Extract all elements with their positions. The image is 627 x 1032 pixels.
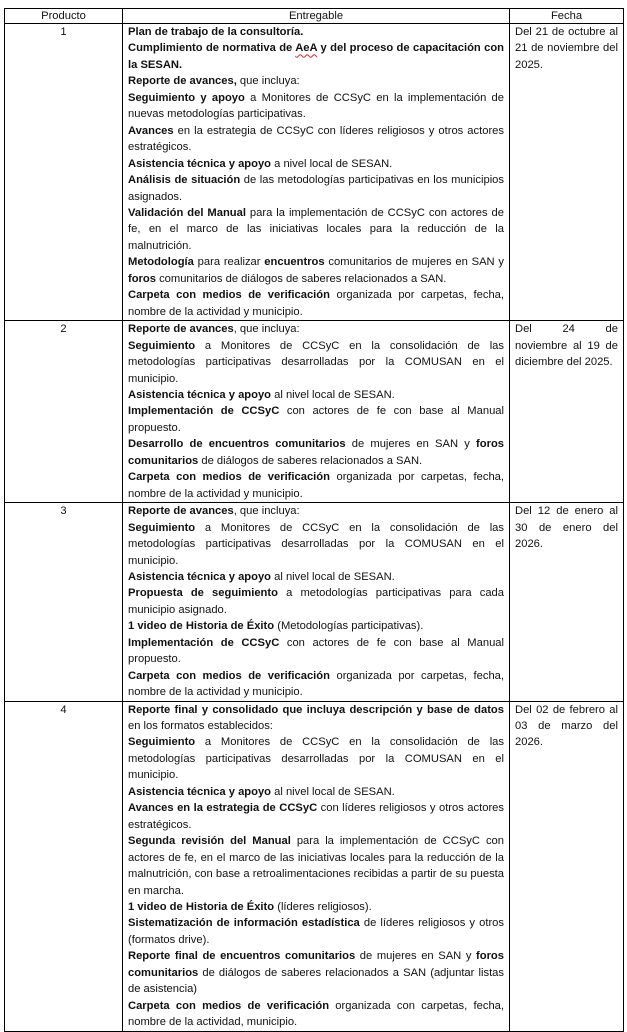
table-row bbox=[5, 503, 624, 701]
item-bold: Reporte de avances, bbox=[128, 75, 237, 88]
item-bold: foros comunitarios bbox=[128, 438, 504, 467]
item-bold: foros comunitarios bbox=[128, 950, 504, 979]
deliverable-cell bbox=[123, 24, 510, 321]
item-text: de mujeres en SAN y bbox=[345, 438, 477, 451]
item-text: comunitarios de diálogos de saberes relacionados a SAN. bbox=[155, 272, 447, 285]
deliverable-item bbox=[128, 998, 504, 1031]
spellcheck-word[interactable]: AeA bbox=[295, 42, 318, 55]
item-bold: Avances en la estrategia de CCSyC bbox=[128, 802, 318, 815]
item-bold: Asistencia técnica y apoyo bbox=[128, 785, 272, 798]
item-text: al nivel local de SESAN. bbox=[271, 570, 395, 583]
deliverable-item bbox=[128, 338, 504, 387]
item-text: organizada por carpetas, fecha, nombre de la actividad y municipio. bbox=[128, 289, 504, 318]
item-bold bbox=[128, 42, 504, 70]
date-range: Del 24 de noviembre al 19 de diciembre del 2025. bbox=[510, 321, 624, 503]
item-bold: Asistencia técnica y apoyo bbox=[128, 570, 272, 583]
product-number: 1 bbox=[5, 24, 123, 321]
item-text: comunitarios de mujeres en SAN y bbox=[324, 256, 504, 269]
item-bold: Reporte de avances bbox=[128, 505, 234, 518]
deliverable-item bbox=[128, 520, 504, 569]
deliverable-item bbox=[128, 618, 504, 634]
item-bold: Análisis de situación bbox=[128, 174, 241, 187]
item-text: en los formatos establecidos: bbox=[128, 720, 273, 733]
item-text: al nivel local de SESAN. bbox=[271, 785, 395, 798]
deliverable-item bbox=[128, 403, 504, 436]
item-bold: Avances bbox=[128, 124, 174, 137]
item-bold: Metodología bbox=[128, 256, 194, 269]
item-bold: Carpeta con medios de verificación bbox=[128, 999, 330, 1012]
date-range: Del 12 de enero al 30 de enero del 2026. bbox=[510, 503, 624, 701]
item-bold: Carpeta con medios de verificación bbox=[128, 669, 330, 682]
deliverable-item bbox=[128, 800, 504, 833]
item-bold: foros bbox=[128, 272, 156, 285]
item-bold: Seguimiento bbox=[128, 521, 196, 534]
item-text: a Monitores de CCSyC en la implementación de nuevas metodologías participativas. bbox=[128, 91, 504, 121]
deliverable-item bbox=[128, 321, 504, 337]
item-text: con actores de fe con base al Manual propuesto. bbox=[128, 405, 504, 434]
deliverable-item bbox=[128, 585, 504, 618]
deliverable-item bbox=[128, 90, 504, 123]
item-text: a nivel local de SESAN. bbox=[271, 157, 393, 170]
deliverable-item bbox=[128, 40, 504, 73]
deliverable-item bbox=[128, 833, 504, 899]
deliverable-item bbox=[128, 635, 504, 668]
product-number: 2 bbox=[5, 321, 123, 503]
item-text: a Monitores de CCSyC en la consolidación de las metodologías participativas desarrolladas por la COMUSAN en el municipio. bbox=[128, 339, 504, 385]
item-bold: Plan de trabajo de la consultoría. bbox=[128, 26, 304, 38]
deliverable-item bbox=[128, 436, 504, 469]
deliverable-item bbox=[128, 948, 504, 997]
item-bold: Reporte final y consolidado que incluya descripción y base de datos bbox=[128, 703, 504, 716]
item-text: a Monitores de CCSyC en la consolidación de las metodologías participativas desarrolladas por la COMUSAN en el municipio. bbox=[128, 736, 504, 782]
item-bold: Implementación de CCSyC bbox=[128, 636, 280, 649]
item-text: , que incluya: bbox=[233, 323, 300, 336]
item-bold: Reporte final de encuentros comunitarios bbox=[128, 950, 356, 963]
item-bold: Sistematización de información estadística bbox=[128, 917, 360, 930]
item-text: a metodologías participativas para cada municipio asignado. bbox=[128, 587, 505, 616]
item-text: organizada por carpetas, fecha, nombre de la actividad y municipio. bbox=[128, 471, 504, 500]
deliverable-item bbox=[128, 469, 504, 502]
item-text: con actores de fe con base al Manual propuesto. bbox=[128, 636, 504, 666]
item-bold-part: Cumplimiento de normativa de bbox=[128, 42, 296, 55]
item-bold-part: y del proceso de capacitación con la SESAN. bbox=[128, 42, 505, 71]
item-text: con líderes religiosos y otros actores estratégicos. bbox=[128, 802, 504, 831]
deliverable-item bbox=[128, 172, 504, 205]
item-text: a Monitores de CCSyC en la consolidación de las metodologías participativas desarrolladas por la COMUSAN en el municipio. bbox=[128, 521, 504, 567]
table-row bbox=[5, 24, 624, 321]
deliverable-cell bbox=[123, 701, 510, 1031]
item-bold: 1 video de Historia de Éxito bbox=[128, 620, 275, 633]
item-bold: Carpeta con medios de verificación bbox=[128, 471, 330, 484]
item-bold: Implementación de CCSyC bbox=[128, 405, 280, 418]
item-text: que incluya: bbox=[236, 75, 300, 88]
deliverable-item bbox=[128, 734, 504, 783]
table-row bbox=[5, 321, 624, 503]
item-text: de las metodologías participativas en los municipios asignados. bbox=[128, 174, 504, 203]
item-bold: Asistencia técnica y apoyo bbox=[128, 388, 272, 401]
deliverable-item bbox=[128, 915, 504, 948]
item-text: de diálogos de saberes relacionados a SAN (adjuntar listas de asistencia) bbox=[128, 966, 504, 996]
deliverable-item bbox=[128, 24, 504, 40]
item-text: organizada con carpetas, fecha, nombre de la actividad, municipio. bbox=[128, 999, 504, 1029]
deliverable-item bbox=[128, 569, 504, 585]
item-bold: Asistencia técnica y apoyo bbox=[128, 157, 272, 170]
item-text: para la implementación de CCSyC con actores de fe, en el marco de las iniciativas locales para la reducción de la malnutrición, con base a retroalimentaciones recibidas a partir de su puesta en marcha. bbox=[128, 835, 504, 897]
header-producto: Producto bbox=[5, 9, 123, 24]
deliverable-item bbox=[128, 73, 504, 89]
deliverable-item bbox=[128, 387, 504, 403]
header-row bbox=[5, 9, 624, 24]
item-bold: Reporte de avances bbox=[128, 323, 234, 336]
deliverable-item bbox=[128, 254, 504, 287]
deliverables-table bbox=[4, 8, 624, 1032]
header-entregable: Entregable bbox=[123, 9, 510, 24]
item-bold: Carpeta con medios de verificación bbox=[128, 289, 330, 302]
deliverable-cell bbox=[123, 503, 510, 701]
deliverable-item bbox=[128, 123, 504, 156]
item-bold: Propuesta de seguimiento bbox=[128, 587, 278, 600]
item-text: en la estrategia de CCSyC con líderes religiosos y otros actores estratégicos. bbox=[128, 124, 504, 154]
item-text: de líderes religiosos y otros (formatos drive). bbox=[128, 917, 504, 946]
product-number: 4 bbox=[5, 701, 123, 1031]
item-text: organizada por carpetas, fecha, nombre de la actividad y municipio. bbox=[128, 669, 504, 699]
header-fecha: Fecha bbox=[510, 9, 624, 24]
deliverable-item bbox=[128, 156, 504, 172]
table-row bbox=[5, 701, 624, 1031]
item-text: al nivel local de SESAN. bbox=[271, 388, 395, 401]
item-bold: Seguimiento bbox=[128, 339, 196, 352]
deliverable-item bbox=[128, 702, 504, 735]
item-bold: Validación del Manual bbox=[128, 206, 246, 219]
date-range: Del 02 de febrero al 03 de marzo del 2026. bbox=[510, 701, 624, 1031]
item-bold: Segunda revisión del Manual bbox=[128, 835, 291, 848]
item-bold: Desarrollo de encuentros comunitarios bbox=[128, 438, 346, 451]
deliverable-item bbox=[128, 503, 504, 519]
item-text: de diálogos de saberes relacionados a SAN. bbox=[198, 454, 423, 467]
product-number: 3 bbox=[5, 503, 123, 701]
deliverable-cell bbox=[123, 321, 510, 503]
item-text: para realizar bbox=[193, 256, 265, 269]
item-bold: Seguimiento y apoyo bbox=[128, 91, 245, 104]
deliverable-item bbox=[128, 899, 504, 915]
item-bold: 1 video de Historia de Éxito bbox=[128, 901, 275, 914]
item-text: de mujeres en SAN y bbox=[355, 950, 477, 963]
item-text: , que incluya: bbox=[233, 505, 300, 518]
date-range: Del 21 de octubre al 21 de noviembre del 2025. bbox=[510, 24, 624, 321]
deliverable-item bbox=[128, 205, 504, 254]
deliverable-item bbox=[128, 668, 504, 701]
item-bold: encuentros bbox=[264, 256, 325, 269]
deliverable-item bbox=[128, 784, 504, 800]
item-text: (Metodologías participativas). bbox=[274, 620, 424, 633]
item-text: (líderes religiosos). bbox=[274, 901, 372, 914]
item-text: para la implementación de CCSyC con actores de fe, en el marco de las iniciativas locales para la reducción de la malnutrición. bbox=[128, 206, 504, 252]
item-bold: Seguimiento bbox=[128, 736, 196, 749]
deliverable-item bbox=[128, 287, 504, 320]
